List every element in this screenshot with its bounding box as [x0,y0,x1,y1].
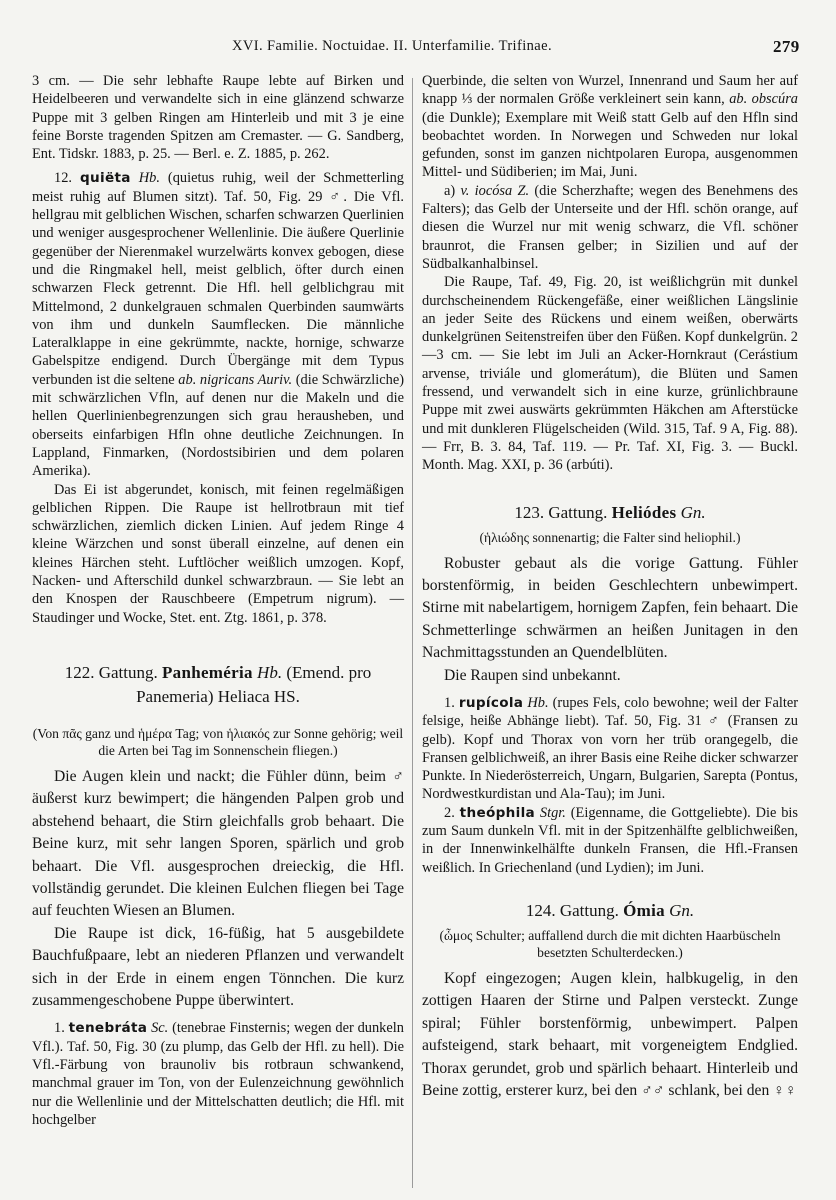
genus-description: Robuster gebaut als die vorige Gattung. Fühler borstenförmig, in beiden Geschlechtern unbewimpert. Stirne mit nabelartigem, hornigem Zapfen, fein behaart. Die Schmetterlinge schwärmen an heißen Junitagen in den Nachmittagsstunden an Quendelblüten. [422,554,798,662]
species-author: Hb. [138,170,160,187]
column-divider [412,78,413,1188]
species-entry-rupicola [422,694,798,804]
entry-number: 1. [54,1020,65,1037]
header-title: XVI. Familie. Noctuidae. II. Unterfamilie. Trifinae. [232,38,552,54]
genus-number: 124. Gattung. [525,900,619,920]
genus-description: Die Augen klein und nackt; die Fühler dünn, beim ♂ äußerst kurz bewimpert; die hängenden Palpen grob und abstehend behaart, die Stirn gleichfalls grob behaart. Die Beine kurz, mit sehr langen Sporen, spärlich und grob behaart. Die Vfl. ausgesprochen dreieckig, die Hfl. vollständig gerundet. Die kleinen Eulchen fliegen bei Tage auf feuchten Wiesen an Blumen. [32,767,404,920]
genus-author: Gn. [680,502,706,522]
genus-name: Heliódes [611,502,677,522]
running-header [20,36,800,62]
species-name: quiëta [79,170,131,187]
text-run: Querbinde, die selten von Wurzel, Innenrand und Saum her auf knapp ⅓ der normalen Größe verkleinert sein kann, [422,73,798,108]
entry-number: 2. [444,804,455,821]
etymology: (ὦμος Schulter; auffallend durch die mit dichten Haarbüscheln besetzten Schulterdecken.) [439,927,781,960]
genus-name: Ómia [623,900,665,920]
genus-number: 123. Gattung. [514,502,608,522]
larva-description: Die Raupe ist dick, 16-füßig, hat 5 ausgebildete Bauchfußpaare, lebt an niederen Pflanzen und verwandelt sich in der Erde in einem engen Tönnchen. Die kurz zusammengeschobene Puppe überwintert. [32,924,404,1009]
species-author: Stgr. [539,804,566,821]
species-entry-tenebrata [32,1019,404,1129]
species-description: (tenebrae Finsternis; wegen der dunkeln Vfl.). Taf. 50, Fig. 30 (zu plump, das Gelb der Hfl. zu hell). Die Vfl.-Färbung von braunoliv bis rotbraun schwankend, manchmal grauer im Ton, von der Eulenzeichnung gewöhnlich nur die Wellenlinie und der Mittelschatten deutlich; die Hfl. mit hochgelber [32,1020,404,1128]
species-description: (Eigenname, die Gottgeliebte). Die bis zum Saum dunkeln Vfl. mit in der Spitzenhälfte gelblichweißen, in der Innenwinkelhälfte dunkeln Fransen, die Hfl.-Fransen weißlich. In Griechenland (und Lydien); im Juni. [422,804,799,876]
entry-number: 12. [54,170,72,187]
variety-label: a) [444,182,456,199]
genus-description: Kopf eingezogen; Augen klein, halbkugelig, in den zottigen Haaren der Stirne und Palpen versteckt. Zunge spiral; Fühler borstenförmig, unbewimpert. Palpen aufsteigend, stark behaart, mit vorgeneigtem Endglied. Thorax gerundet, grob und spärlich behaart. Hinterleib und Beine zottig, ersterer kurz, bei den ♂♂ schlank, bei den ♀♀ [422,969,798,1099]
genus-name: Panheméria [161,662,253,682]
variety-name: v. iocósa Z. [460,182,530,199]
larva-note: Die Raupen sind unbekannt. [444,666,621,684]
etymology: (Von πᾶς ganz und ἡμέρα Tag; von ἡλιακός zur Sonne gehörig; weil die Arten bei Tag im Sonnenschein fliegen.) [32,725,404,758]
species-description-cont: (die Schwärzliche) mit schwärzlichen Vfln, auf denen nur die Makeln und die hellen Querlinienbegrenzungen sich grau herausheben, und oberseits einfarbigen Hfln ohne deutliche Zeichnungen. In Lappland, Finmarken, (Nordostsibirien und dem polaren Amerika). [32,371,404,480]
genus-emendation: (Emend. pro Panemeria) Heliaca HS. [136,662,372,706]
species-author: Sc. [151,1020,169,1037]
species-name: tenebráta [68,1020,148,1037]
species-author: Hb. [527,694,549,711]
page-number: 279 [773,37,800,56]
species-name: rupícola [458,694,524,711]
etymology: (ἡλιώδης sonnenartig; die Falter sind heliophil.) [479,529,741,545]
species-description: (quietus ruhig, weil der Schmetterling meist ruhig auf Blumen sitzt). Taf. 50, Fig. 29 ♂. Die Vfl. hellgrau mit gelblichen Wischen, scharfen schwarzen Querlinien und weniger ausgesprochener Wellenlinie. Die äußere Querlinie gegenüber der Nierenmakel wurzelwärts konvex gebogen, diese und die Ringmakel hell, meist gelblich, öfter durch einen schwarzen Fleck getrennt. Die Hfl. hell gelblichgrau mit Mittelmond, 2 dunkelgrauen schmalen Querbinden saumwärts von ihm und dunkeln Saumflecken. Die männliche Lateralklappe in eine gekrümmte, nackte, hornige, schwarze Gabelspitze endigend. Durch Übergänge mit dem Typus verbunden ist die seltene [32,170,405,388]
left-column [32,72,404,1129]
variety-description: (die Scherzhafte; wegen des Benehmens des Falters); das Gelb der Unterseite und der Hfl. schön orange, auf diesen die Wurzel nur mit wenig schwarz, die Vfl. schöner braunrot, die Fransen gelber; in Sizilien und auf der Südbalkanhalbinsel. [422,182,798,272]
genus-heading-123 [422,501,798,525]
species-entry-quieta [32,169,404,480]
genus-heading-124 [422,899,798,923]
entry-number: 1. [444,694,455,711]
species-name: theóphila [459,804,536,821]
aberration-name: ab. nigricans Auriv. [178,371,293,388]
species-description: (rupes Fels, colo bewohne; weil der Falter felsige, heiße Abhänge liebt). Taf. 50, Fig. 31 ♂ (Fransen zu gelb). Kopf und Thorax von vorn her trüb orangegelb, die Fransen gelblichweiß, an ihrer Basis eine Reihe dicker schwarzer Punkte. In Niederösterreich, Ungarn, Bulgarien, Sarepta (Pontus, Nordwestkurdistan und Ala-Tau); im Juni. [422,694,799,803]
right-column [422,72,798,1102]
text-run: (die Dunkle); Exemplare mit Weiß statt Gelb auf den Hfln sind beobachtet worden. In Norwegen und Schweden nur lokal gefunden, sonst im ganzen nichtpolaren Europa, ausgenommen Mittel- und Südiberien; im Mai, Juni. [422,109,798,181]
genus-author: Hb. [257,662,283,682]
genus-number: 122. Gattung. [64,662,158,682]
species-entry-theophila [422,804,798,877]
paragraph: 3 cm. — Die sehr lebhafte Raupe lebte auf Birken und Heidelbeeren und verwandelte sich in eine glänzend schwarze Puppe mit 3 gelben Ringen am Hinterleib und mit 3 je eine feine Borste tragenden Spitzen am Cremaster. — G. Sandberg, Ent. Tidskr. 1883, p. 25. — Berl. e. Z. 1885, p. 262. [32,73,404,163]
variety-entry [422,182,798,273]
paragraph: Das Ei ist abgerundet, konisch, mit feinen regelmäßigen gelblichen Rippen. Die Raupe ist hellrotbraun mit tief schwärzlichen, ziemlich dicken Linien. Auf jedem Ringe 4 kleine Wärzchen und sonst überall einzelne, auf denen ein kleines Härchen steht. Luftlöcher weißlich umzogen. Kopf, Nacken- und Afterschild dunkel schwarzbraun. — Sie lebt an den Knospen der Rauschbeere (Empetrum nigrum). — Staudinger und Wocke, Stet. ent. Ztg. 1861, p. 378. [32,481,404,626]
larva-description: Die Raupe, Taf. 49, Fig. 20, ist weißlichgrün mit dunkel durchscheinendem Rückengefäße, einer weißlichen Längslinie an jeder Seite des Rückens und einem weißen, oberwärts dunkelgrünen Seitenstreifen über den Füßen. Kopf dunkelgrün. 2—3 cm. — Sie lebt im Juli an Acker-Hornkraut (Cerástium arvense, triviále und glomerátum), die Blüten und Samen fressend, und verwandelt sich in eine kurze, grünlichbraune Puppe mit zwei auswärts gekrümmten Häkchen am Afterstücke und mit dunkleren Flügelscheiden (Wild. 315, Taf. 9 A, Fig. 88). — Frr, B. 3. 84, Taf. 119. — Pr. Taf. XI, Fig. 3. — Buckl. Month. Mag. XXI, p. 36 (arbúti). [422,274,798,474]
paragraph [422,72,798,182]
genus-heading-122 [32,661,404,709]
aberration-name: ab. obscúra [729,91,798,108]
genus-author: Gn. [669,900,695,920]
